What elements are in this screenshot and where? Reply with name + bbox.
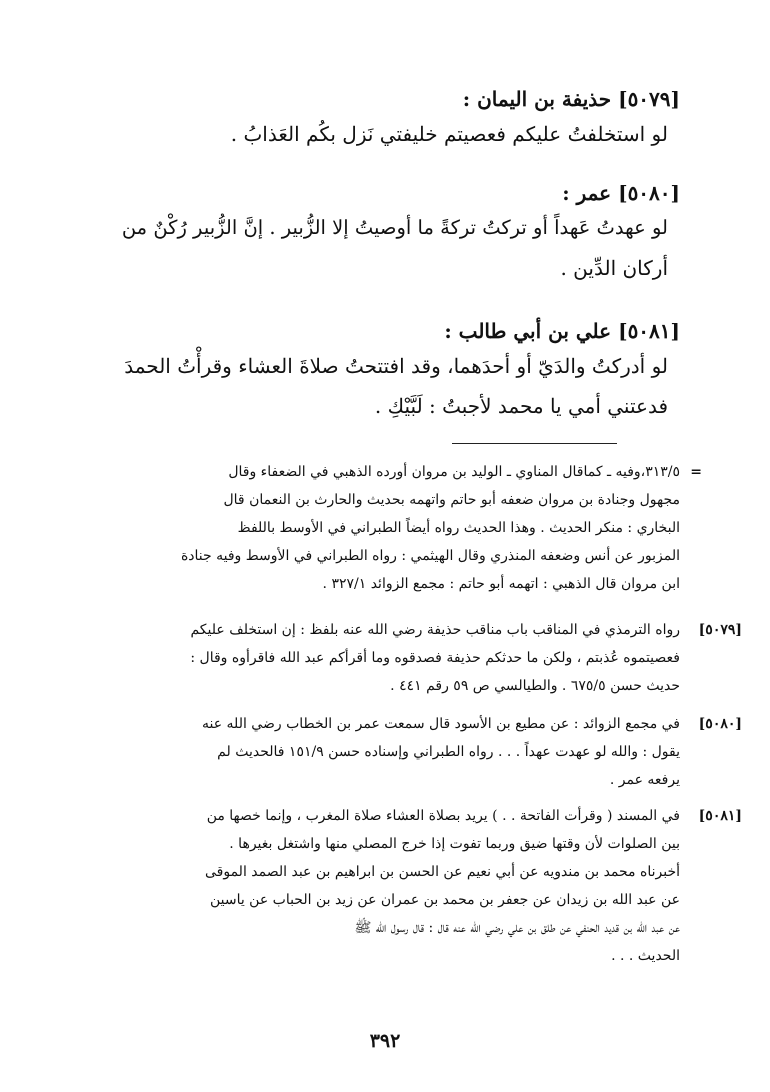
footnote-number: [٥٠٨١] [698, 808, 742, 824]
footnote-line: فعصيتموه عُذبتم ، ولكن ما حدثكم حذيفة فصدقوه وما أقرأكم عبد الله فاقرأوه وقال : [190, 650, 680, 666]
footnote [80, 458, 702, 598]
footnote [80, 616, 742, 700]
footnote-line: بين الصلوات لأن وقتها ضيق وربما تفوت إذا خرج المصلي منها واشتغل بغيرها . [229, 836, 680, 852]
footnote-line: البخاري : منكر الحديث . وهذا الحديث رواه أيضاً الطبراني في الأوسط باللفظ [237, 520, 680, 536]
footnote-line: أخبرناه محمد بن مندويه عن أبي نعيم عن الحسن بن ابراهيم بن عبد الصمد الموقى [204, 864, 680, 880]
footnote-line: رواه الترمذي في المناقب باب مناقب حذيفة رضي الله عنه بلفظ : إن استخلف عليكم [190, 622, 680, 638]
footnote-line: المزبور عن أنس وضعفه المنذري وقال الهيثمي : رواه الطبراني في الأوسط وفيه جنادة [180, 548, 680, 564]
footnote-line: مجهول وجنادة بن مروان ضعفه أبو حاتم واتهمه بحديث والحارث بن النعمان قال [223, 492, 680, 508]
narrator-name: حذيفة بن اليمان : [462, 87, 612, 111]
entry-number: [٥٠٨١] [618, 319, 680, 343]
hadith-entry [120, 84, 680, 154]
entry-heading [120, 316, 680, 346]
narrator-name: عمر : [562, 181, 612, 205]
entry-text [120, 346, 680, 426]
footnote-line: يقول : والله لو عهدت عهداً . . . رواه الطبراني وإسناده حسن ١٥١/٩ فالحديث لم [217, 744, 680, 760]
footnote-marker: = [690, 464, 702, 480]
footnote-separator [452, 443, 617, 444]
hadith-entry [120, 316, 680, 426]
footnote-number: [٥٠٨٠] [698, 716, 742, 732]
footnote [80, 710, 742, 794]
footnote-line: حديث حسن ٦٧٥/٥ . والطيالسي ص ٥٩ رقم ٤٤١ . [390, 678, 680, 694]
footnote-line: في مجمع الزوائد : عن مطيع بن الأسود قال سمعت عمر بن الخطاب رضي الله عنه [202, 716, 680, 732]
page-number: ٣٩٢ [369, 1030, 401, 1052]
text-line: لو عهدتُ عَهداً أو تركتُ تركةً ما أوصيتُ إلا الزُّبير . إنَّ الزُّبير رُكْنٌ من [121, 216, 668, 239]
footnote-number: [٥٠٧٩] [698, 622, 742, 638]
footnote-line: عن عبد الله بن قديد الحنفي عن طلق بن علي رضي الله عنه قال : قال رسول الله ﷺ [354, 920, 680, 936]
footnote-line: في المسند ( وقرأت الفاتحة . . ) يريد بصلاة العشاء صلاة المغرب ، وإنما خصها من [206, 808, 680, 824]
entry-number: [٥٠٨٠] [618, 181, 680, 205]
entry-heading [120, 178, 680, 208]
entry-number: [٥٠٧٩] [618, 87, 680, 111]
text-line: أركان الدِّين . [560, 256, 668, 280]
footnote-line: ٣١٣/٥،وفيه ـ كماقال المناوي ـ الوليد بن مروان أورده الذهبي في الضعفاء وقال [228, 464, 680, 480]
entry-text [120, 208, 680, 288]
entry-heading [120, 84, 680, 114]
footnote-line: عن عبد الله بن زيدان عن جعفر بن محمد بن عمران عن زيد بن الحباب عن ياسين [209, 892, 680, 908]
footnote-line: يرفعه عمر . [609, 772, 680, 788]
text-line: فدعتني أمي يا محمد لأجبتُ : لَبَّيْكِ . [374, 394, 668, 418]
footnote-line: الحديث . . . [611, 948, 680, 964]
entry-text [120, 114, 680, 154]
text-line: لو استخلفتُ عليكم فعصيتم خليفتي نَزل بكُم العَذابُ . [230, 122, 668, 146]
narrator-name: علي بن أبي طالب : [444, 319, 612, 343]
text-line: لو أدركتُ والدَيّ أو أحدَهما، وقد افتتحتُ صلاةَ العشاء وقرأْتُ الحمدَ [124, 354, 668, 378]
footnote-line: ابن مروان قال الذهبي : اتهمه أبو حاتم : مجمع الزوائد ٣٢٧/١ . [322, 576, 680, 592]
footnote [80, 802, 742, 970]
hadith-entry [120, 178, 680, 288]
